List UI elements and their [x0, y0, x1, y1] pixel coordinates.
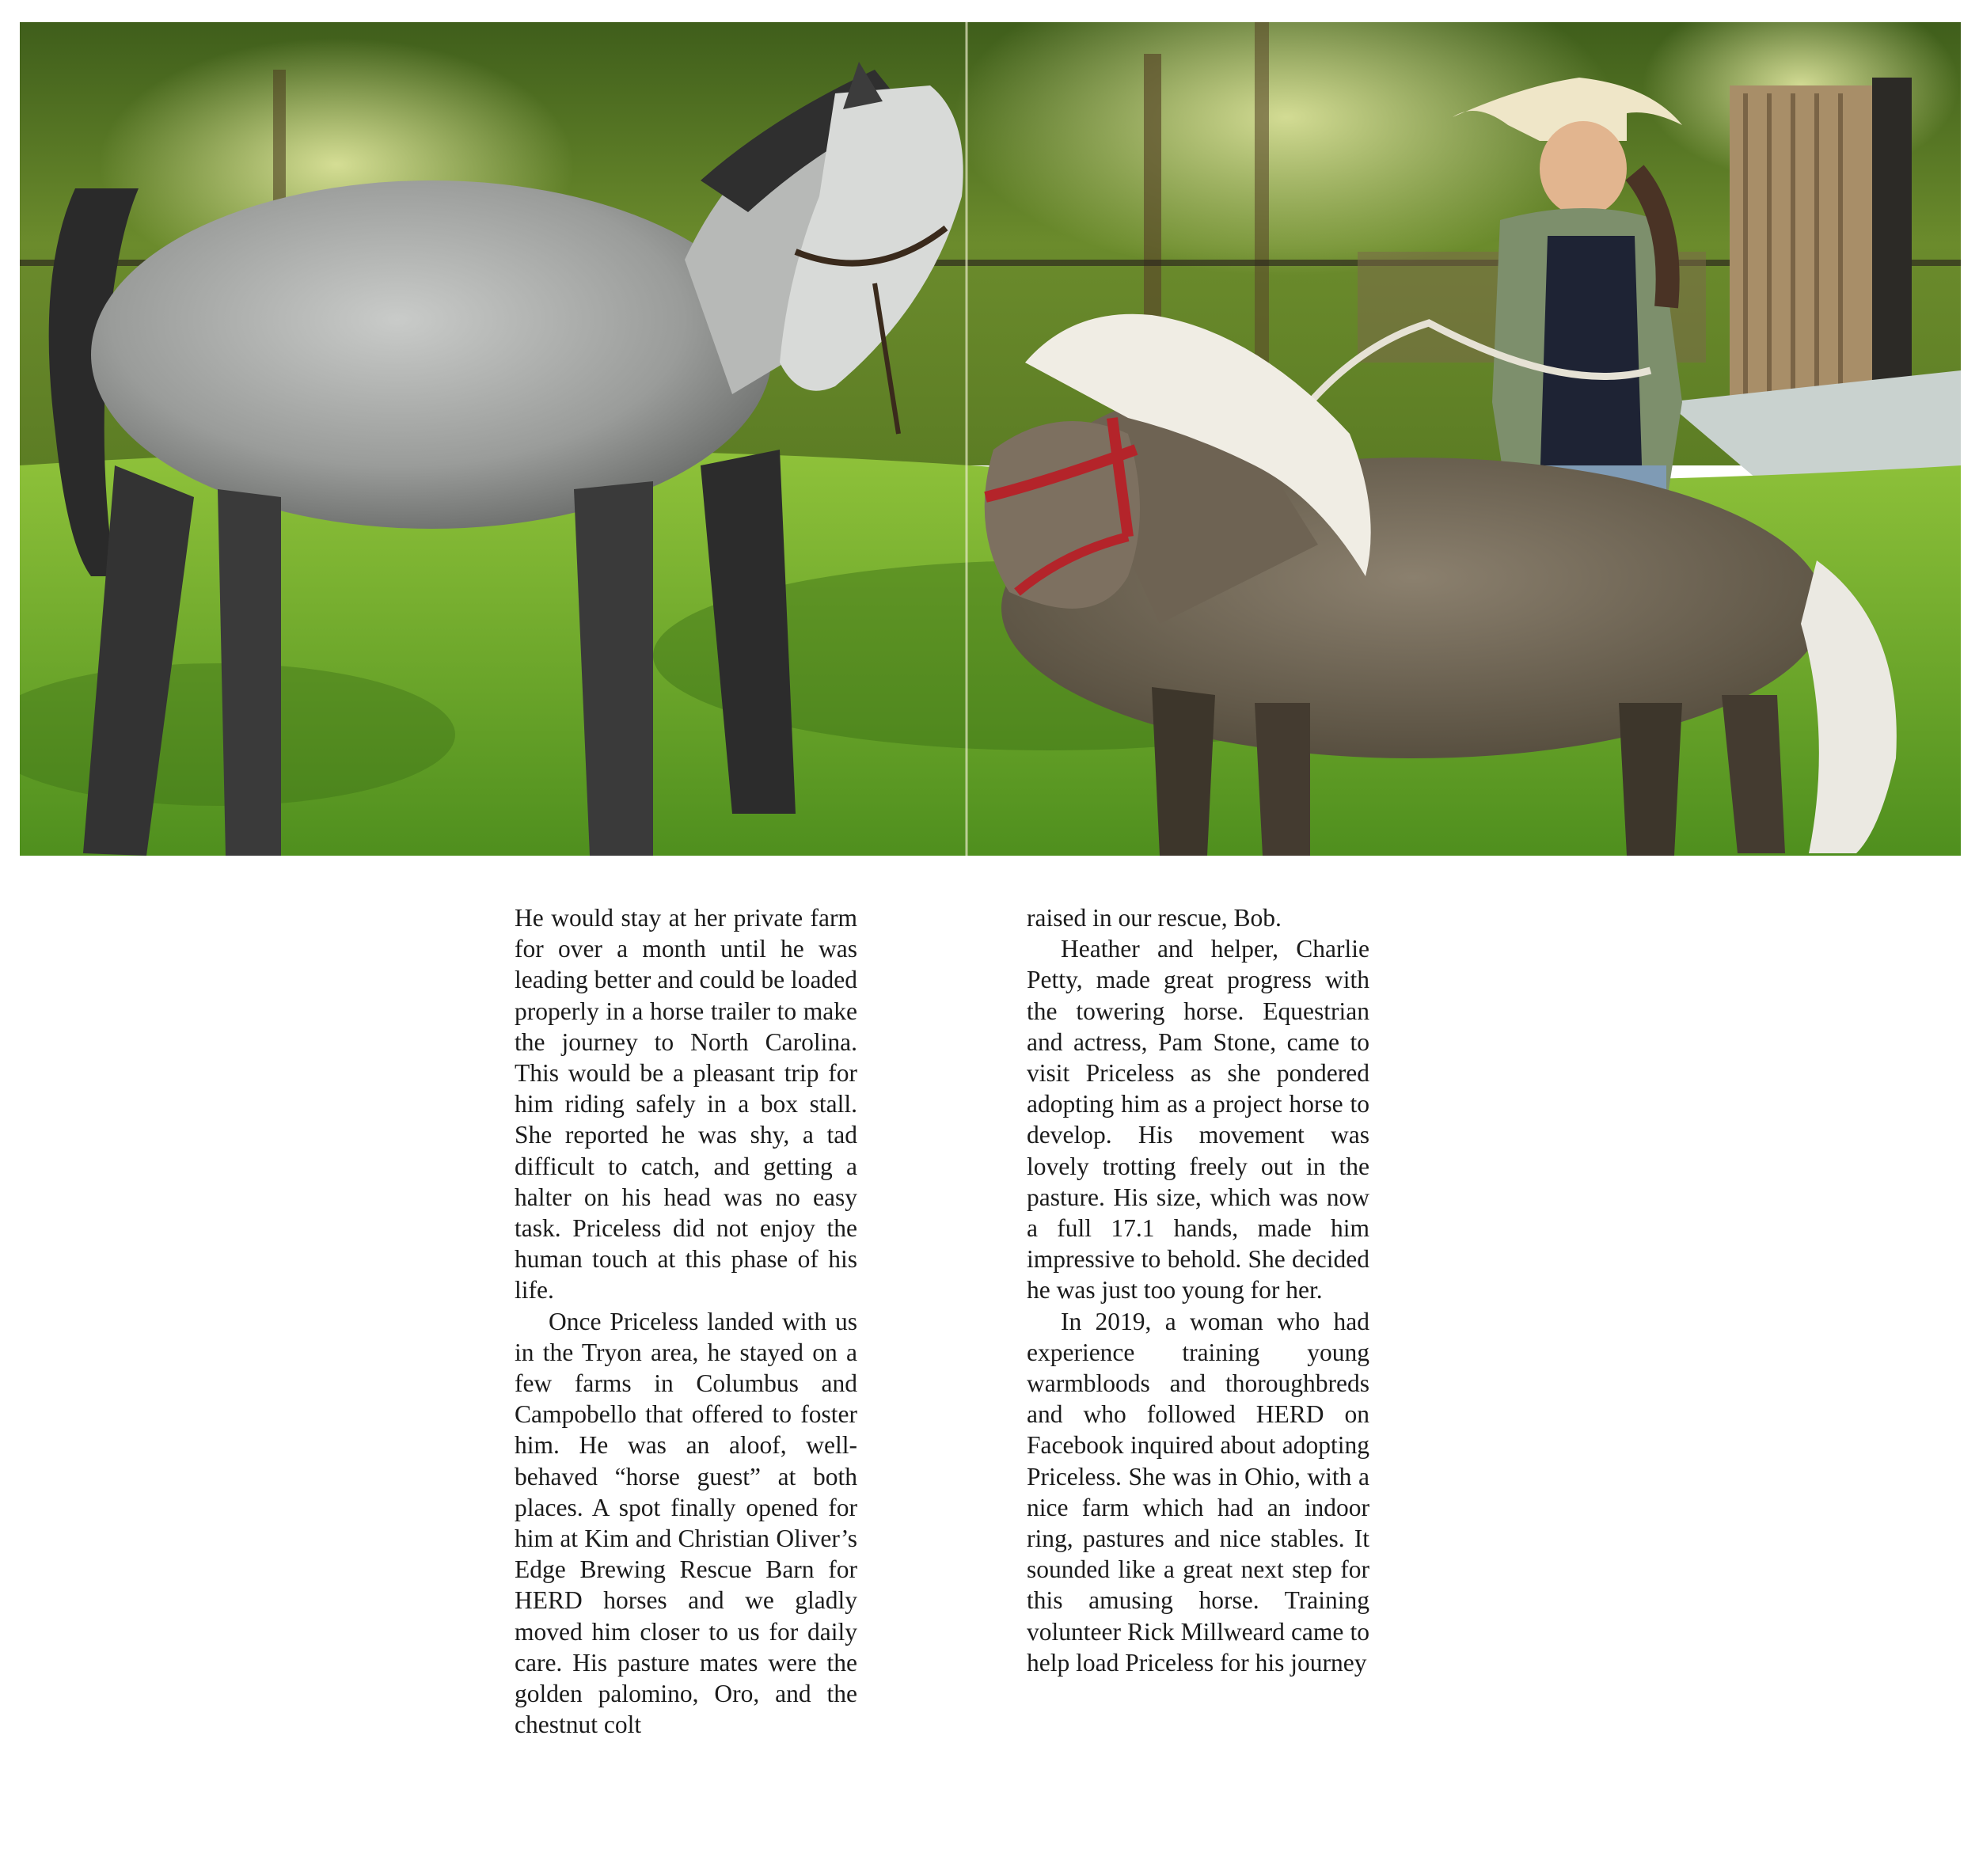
- horse-photo-illustration: [20, 22, 1961, 856]
- article-paragraph: He would stay at her private farm for over a month until he was leading better and could be loaded properly in a horse trailer to make the journey to North Carolina. This would be a pleasant trip for him riding safely in a box stall. She reported he was shy, a tad difficult to catch, and getting a halter on his head was no easy task. Priceless did not enjoy the human touch at this phase of his life.: [515, 904, 857, 1304]
- article-paragraph: Heather and helper, Charlie Petty, made great progress with the towering horse. Equestrian and actress, Pam Stone, came to visit Priceless as she pondered adopting him as a project horse to develop. His movement was lovely trotting freely out in the pasture. His size, which was now a full 17.1 hands, made him impressive to behold. She decided he was just too young for her.: [1027, 935, 1369, 1304]
- article-paragraph: In 2019, a woman who had experience training young warmbloods and thoroughbreds and who followed HERD on Facebook inquired about adopting Priceless. She was in Ohio, with a nice farm which had an indoor ring, pastures and nice stables. It sounded like a great next step for this amusing horse. Training volunteer Rick Millweard came to help load Priceless for his journey: [1027, 1307, 1369, 1677]
- article-paragraph: raised in our rescue, Bob.: [1027, 904, 1282, 932]
- article-column-right: [1027, 902, 1369, 1678]
- wooden-gate: [1730, 78, 1912, 410]
- article-paragraph: Once Priceless landed with us in the Tryon area, he stayed on a few farms in Columbus and Campobello that offered to foster him. He was an aloof, well-behaved “horse guest” at both places. A spot finally opened for him at Kim and Christian Oliver’s Edge Brewing Rescue Barn for HERD horses and we gladly moved him closer to us for daily care. His pasture mates were the golden palomino, Oro, and the chestnut colt: [515, 1307, 857, 1739]
- horse-photo: [20, 22, 1961, 856]
- article-column-left: [515, 902, 857, 1740]
